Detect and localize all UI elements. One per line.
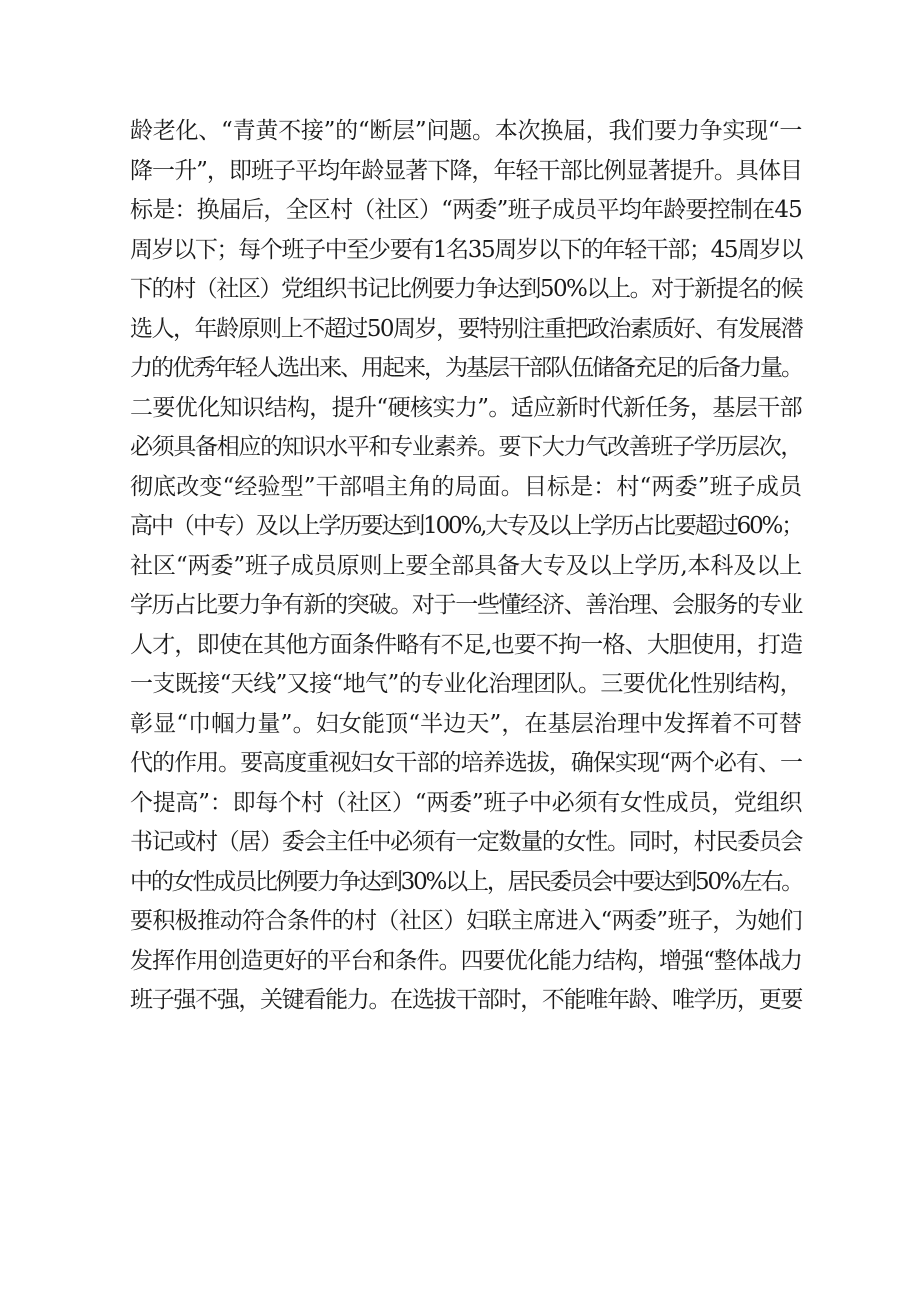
text-line: 社区“两委”班子成员原则上要全部具备大专及以上学历,本科及以上	[130, 552, 802, 579]
text-line: 彰显“巾帼力量”。妇女能顶“半边天”，在基层治理中发挥着不可替	[130, 710, 802, 737]
text-line: 个提高”：即每个村（社区）“两委”班子中必须有女性成员，党组织	[130, 789, 802, 816]
text-line: 下的村（社区）党组织书记比例要力争达到50%以上。对于新提名的候	[130, 276, 802, 302]
text-line: 代的作用。要高度重视妇女干部的培养选拔，确保实现“两个必有、一	[130, 750, 802, 776]
text-line: 高中（中专）及以上学历要达到100%,大专及以上学历占比要超过60%；	[130, 513, 802, 539]
text-line: 二要优化知识结构，提升“硬核实力”。适应新时代新任务，基层干部	[130, 394, 802, 421]
text-line: 必须具备相应的知识水平和专业素养。要下大力气改善班子学历层次，	[130, 434, 802, 460]
text-line: 选人，年龄原则上不超过50周岁，要特别注重把政治素质好、有发展潜	[130, 315, 802, 342]
text-line: 发挥作用创造更好的平台和条件。四要优化能力结构，增强“整体战力	[130, 947, 802, 974]
text-line: 标是：换届后，全区村（社区）“两委”班子成员平均年龄要控制在45	[130, 197, 802, 223]
text-line: 一支既接“天线”又接“地气”的专业化治理团队。三要优化性别结构，	[130, 671, 802, 697]
text-line: 学历占比要力争有新的突破。对于一些懂经济、善治理、会服务的专业	[130, 592, 802, 618]
text-line: 力的优秀年轻人选出来、用起来，为基层干部队伍储备充足的后备力量。	[130, 355, 802, 381]
text-line: 书记或村（居）委会主任中必须有一定数量的女性。同时，村民委员会	[130, 829, 802, 855]
text-line: 班子强不强，关键看能力。在选拔干部时，不能唯年龄、唯学历，更要	[130, 987, 802, 1013]
text-line: 要积极推动符合条件的村（社区）妇联主席进入“两委”班子，为她们	[130, 908, 802, 934]
text-line: 龄老化、“青黄不接”的“断层”问题。本次换届，我们要力争实现“一	[130, 118, 802, 144]
text-line: 中的女性成员比例要力争达到30%以上，居民委员会中要达到50%左右。	[130, 868, 802, 895]
text-line: 人才，即使在其他方面条件略有不足,也要不拘一格、大胆使用，打造	[130, 631, 802, 658]
body-text	[130, 112, 802, 1021]
text-line: 彻底改变“经验型”干部唱主角的局面。目标是：村“两委”班子成员	[130, 473, 802, 500]
text-line: 降一升”，即班子平均年龄显著下降，年轻干部比例显著提升。具体目	[130, 157, 802, 184]
text-line: 周岁以下；每个班子中至少要有1名35周岁以下的年轻干部；45周岁以	[130, 236, 802, 263]
